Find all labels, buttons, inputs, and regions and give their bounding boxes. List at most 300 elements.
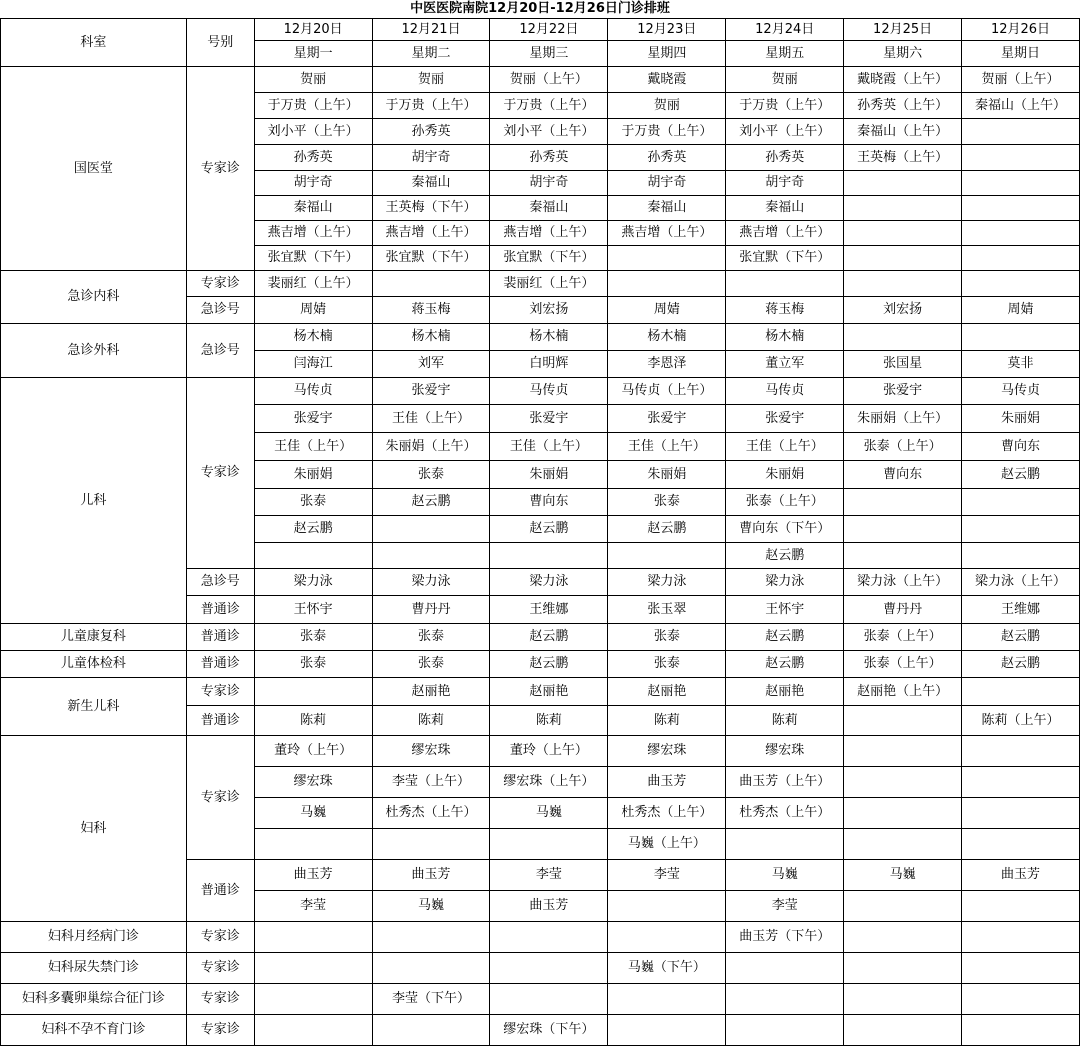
doctor-cell: 刘军 bbox=[372, 351, 490, 378]
doctor-cell: 曹向东 bbox=[962, 433, 1080, 461]
doctor-cell bbox=[844, 246, 962, 271]
doctor-cell: 陈莉 bbox=[490, 706, 608, 736]
doctor-cell: 刘宏扬 bbox=[490, 297, 608, 324]
doctor-cell bbox=[844, 271, 962, 297]
doctor-cell: 马传贞（上午） bbox=[608, 378, 726, 405]
doctor-cell: 胡宇奇 bbox=[372, 145, 490, 171]
doctor-cell: 马传贞 bbox=[726, 378, 844, 405]
doctor-cell: 张宜默（下午） bbox=[372, 246, 490, 271]
doctor-cell: 朱丽娟 bbox=[962, 405, 1080, 433]
doctor-cell bbox=[372, 543, 490, 569]
doctor-cell: 曲玉芳 bbox=[490, 891, 608, 922]
doctor-cell: 孙秀英 bbox=[726, 145, 844, 171]
doctor-cell: 缪宏珠（上午） bbox=[490, 767, 608, 798]
date-header: 12月25日 bbox=[844, 19, 962, 41]
doctor-cell: 杨木楠 bbox=[608, 324, 726, 351]
doctor-cell: 张爱宇 bbox=[608, 405, 726, 433]
doctor-cell: 胡宇奇 bbox=[726, 171, 844, 196]
table-row bbox=[1, 67, 1080, 93]
doctor-cell: 蒋玉梅 bbox=[726, 297, 844, 324]
doctor-cell bbox=[490, 543, 608, 569]
table-row bbox=[1, 1015, 1080, 1046]
doctor-cell: 赵云鹏 bbox=[726, 624, 844, 651]
doctor-cell: 梁力泳 bbox=[490, 569, 608, 596]
doctor-cell: 张泰 bbox=[608, 651, 726, 678]
doctor-cell: 王佳（上午） bbox=[726, 433, 844, 461]
clinic-type: 普通诊 bbox=[186, 860, 254, 922]
doctor-cell: 张泰 bbox=[608, 489, 726, 516]
department-name: 妇科尿失禁门诊 bbox=[1, 953, 187, 984]
doctor-cell: 孙秀英 bbox=[490, 145, 608, 171]
doctor-cell: 张宜默（下午） bbox=[726, 246, 844, 271]
doctor-cell: 于万贵（上午） bbox=[608, 119, 726, 145]
doctor-cell bbox=[844, 829, 962, 860]
doctor-cell: 周婧 bbox=[254, 297, 372, 324]
doctor-cell bbox=[844, 736, 962, 767]
doctor-cell: 刘小平（上午） bbox=[254, 119, 372, 145]
doctor-cell: 缪宏珠 bbox=[726, 736, 844, 767]
doctor-cell bbox=[844, 767, 962, 798]
doctor-cell bbox=[726, 984, 844, 1015]
doctor-cell bbox=[962, 221, 1080, 246]
doctor-cell: 燕吉增（上午） bbox=[254, 221, 372, 246]
doctor-cell: 杨木楠 bbox=[254, 324, 372, 351]
doctor-cell: 梁力泳 bbox=[372, 569, 490, 596]
doctor-cell: 于万贵（上午） bbox=[726, 93, 844, 119]
doctor-cell: 张玉翠 bbox=[608, 596, 726, 624]
clinic-type: 专家诊 bbox=[186, 378, 254, 569]
table-row bbox=[1, 678, 1080, 706]
doctor-cell: 王佳（上午） bbox=[608, 433, 726, 461]
weekday-header: 星期一 bbox=[254, 41, 372, 67]
doctor-cell: 李莹 bbox=[726, 891, 844, 922]
doctor-cell bbox=[844, 516, 962, 543]
doctor-cell bbox=[962, 324, 1080, 351]
table-row bbox=[1, 922, 1080, 953]
doctor-cell: 赵云鹏 bbox=[962, 624, 1080, 651]
doctor-cell: 杨木楠 bbox=[726, 324, 844, 351]
weekday-header: 星期二 bbox=[372, 41, 490, 67]
doctor-cell bbox=[490, 829, 608, 860]
page-title: 中医医院南院12月20日-12月26日门诊排班 bbox=[410, 1, 670, 16]
weekday-header: 星期日 bbox=[962, 41, 1080, 67]
doctor-cell bbox=[962, 271, 1080, 297]
doctor-cell bbox=[372, 922, 490, 953]
department-name: 儿科 bbox=[1, 378, 187, 624]
doctor-cell: 曹向东（下午） bbox=[726, 516, 844, 543]
doctor-cell: 董玲（上午） bbox=[490, 736, 608, 767]
doctor-cell: 马巍（下午） bbox=[608, 953, 726, 984]
doctor-cell bbox=[962, 953, 1080, 984]
doctor-cell bbox=[844, 706, 962, 736]
doctor-cell: 孙秀英 bbox=[608, 145, 726, 171]
doctor-cell: 张泰（上午） bbox=[726, 489, 844, 516]
department-name: 急诊外科 bbox=[1, 324, 187, 378]
doctor-cell: 曹向东 bbox=[844, 461, 962, 489]
doctor-cell: 张泰（上午） bbox=[844, 651, 962, 678]
doctor-cell: 白明辉 bbox=[490, 351, 608, 378]
doctor-cell: 赵丽艳 bbox=[372, 678, 490, 706]
doctor-cell bbox=[608, 984, 726, 1015]
doctor-cell: 李莹 bbox=[608, 860, 726, 891]
doctor-cell: 杜秀杰（上午） bbox=[726, 798, 844, 829]
doctor-cell bbox=[844, 984, 962, 1015]
clinic-type: 专家诊 bbox=[186, 922, 254, 953]
doctor-cell bbox=[372, 953, 490, 984]
doctor-cell: 贺丽 bbox=[726, 67, 844, 93]
clinic-type: 急诊号 bbox=[186, 324, 254, 378]
doctor-cell: 于万贵（上午） bbox=[490, 93, 608, 119]
doctor-cell bbox=[962, 145, 1080, 171]
doctor-cell: 王怀宇 bbox=[254, 596, 372, 624]
doctor-cell: 朱丽娟 bbox=[254, 461, 372, 489]
doctor-cell: 杜秀杰（上午） bbox=[372, 798, 490, 829]
department-name: 妇科月经病门诊 bbox=[1, 922, 187, 953]
doctor-cell: 赵云鹏 bbox=[254, 516, 372, 543]
doctor-cell bbox=[726, 953, 844, 984]
doctor-cell: 张爱宇 bbox=[490, 405, 608, 433]
doctor-cell bbox=[962, 829, 1080, 860]
doctor-cell bbox=[372, 516, 490, 543]
doctor-cell: 燕吉增（上午） bbox=[490, 221, 608, 246]
clinic-type: 专家诊 bbox=[186, 984, 254, 1015]
doctor-cell: 赵丽艳 bbox=[490, 678, 608, 706]
column-header-department: 科室 bbox=[1, 19, 187, 67]
doctor-cell: 裴丽红（上午） bbox=[254, 271, 372, 297]
date-header: 12月24日 bbox=[726, 19, 844, 41]
doctor-cell bbox=[962, 171, 1080, 196]
date-header: 12月20日 bbox=[254, 19, 372, 41]
clinic-type: 普通诊 bbox=[186, 624, 254, 651]
doctor-cell: 朱丽娟 bbox=[608, 461, 726, 489]
doctor-cell: 王佳（上午） bbox=[490, 433, 608, 461]
clinic-type: 普通诊 bbox=[186, 651, 254, 678]
doctor-cell bbox=[608, 1015, 726, 1046]
clinic-type: 专家诊 bbox=[186, 67, 254, 271]
doctor-cell: 朱丽娟 bbox=[490, 461, 608, 489]
doctor-cell bbox=[844, 1015, 962, 1046]
doctor-cell bbox=[726, 271, 844, 297]
doctor-cell bbox=[962, 922, 1080, 953]
doctor-cell: 赵云鹏 bbox=[962, 651, 1080, 678]
doctor-cell: 赵丽艳（上午） bbox=[844, 678, 962, 706]
doctor-cell bbox=[844, 798, 962, 829]
doctor-cell bbox=[962, 678, 1080, 706]
doctor-cell bbox=[844, 953, 962, 984]
doctor-cell: 秦福山（上午） bbox=[962, 93, 1080, 119]
doctor-cell: 王英梅（下午） bbox=[372, 196, 490, 221]
clinic-type: 专家诊 bbox=[186, 271, 254, 297]
doctor-cell: 李莹（下午） bbox=[372, 984, 490, 1015]
doctor-cell: 梁力泳 bbox=[608, 569, 726, 596]
doctor-cell: 杨木楠 bbox=[372, 324, 490, 351]
doctor-cell: 曲玉芳 bbox=[372, 860, 490, 891]
clinic-type: 专家诊 bbox=[186, 736, 254, 860]
doctor-cell: 朱丽娟（上午） bbox=[844, 405, 962, 433]
doctor-cell bbox=[726, 829, 844, 860]
doctor-cell: 胡宇奇 bbox=[490, 171, 608, 196]
doctor-cell bbox=[254, 829, 372, 860]
doctor-cell: 张宜默（下午） bbox=[254, 246, 372, 271]
weekday-header: 星期四 bbox=[608, 41, 726, 67]
doctor-cell: 秦福山 bbox=[254, 196, 372, 221]
doctor-cell bbox=[844, 489, 962, 516]
doctor-cell: 秦福山 bbox=[726, 196, 844, 221]
doctor-cell bbox=[962, 543, 1080, 569]
doctor-cell: 王佳（上午） bbox=[254, 433, 372, 461]
department-name: 妇科多囊卵巢综合征门诊 bbox=[1, 984, 187, 1015]
doctor-cell: 孙秀英 bbox=[372, 119, 490, 145]
department-name: 妇科不孕不育门诊 bbox=[1, 1015, 187, 1046]
department-name: 妇科 bbox=[1, 736, 187, 922]
doctor-cell: 张泰 bbox=[254, 624, 372, 651]
doctor-cell: 赵云鹏 bbox=[490, 516, 608, 543]
doctor-cell: 赵丽艳 bbox=[726, 678, 844, 706]
doctor-cell: 曲玉芳（下午） bbox=[726, 922, 844, 953]
clinic-type: 专家诊 bbox=[186, 953, 254, 984]
doctor-cell: 戴晓霞（上午） bbox=[844, 67, 962, 93]
doctor-cell bbox=[844, 196, 962, 221]
doctor-cell: 杨木楠 bbox=[490, 324, 608, 351]
doctor-cell: 曲玉芳 bbox=[254, 860, 372, 891]
doctor-cell: 曹向东 bbox=[490, 489, 608, 516]
table-row bbox=[1, 624, 1080, 651]
doctor-cell: 贺丽（上午） bbox=[962, 67, 1080, 93]
doctor-cell: 刘小平（上午） bbox=[726, 119, 844, 145]
table-row bbox=[1, 324, 1080, 351]
doctor-cell: 张国星 bbox=[844, 351, 962, 378]
doctor-cell: 王维娜 bbox=[962, 596, 1080, 624]
table-row bbox=[1, 953, 1080, 984]
doctor-cell: 胡宇奇 bbox=[254, 171, 372, 196]
table-row bbox=[1, 984, 1080, 1015]
clinic-type: 普通诊 bbox=[186, 596, 254, 624]
doctor-cell bbox=[844, 891, 962, 922]
doctor-cell: 曲玉芳（上午） bbox=[726, 767, 844, 798]
doctor-cell: 孙秀英（上午） bbox=[844, 93, 962, 119]
doctor-cell bbox=[962, 798, 1080, 829]
doctor-cell: 赵云鹏 bbox=[726, 543, 844, 569]
date-header: 12月22日 bbox=[490, 19, 608, 41]
doctor-cell: 蒋玉梅 bbox=[372, 297, 490, 324]
doctor-cell bbox=[608, 922, 726, 953]
header-row-dates bbox=[1, 19, 1080, 41]
doctor-cell: 贺丽 bbox=[372, 67, 490, 93]
doctor-cell bbox=[844, 324, 962, 351]
doctor-cell: 马巍 bbox=[726, 860, 844, 891]
doctor-cell: 缪宏珠 bbox=[372, 736, 490, 767]
schedule-table bbox=[0, 18, 1080, 1046]
doctor-cell bbox=[844, 543, 962, 569]
doctor-cell: 赵云鹏 bbox=[608, 516, 726, 543]
doctor-cell: 张泰（上午） bbox=[844, 433, 962, 461]
doctor-cell bbox=[254, 678, 372, 706]
doctor-cell bbox=[608, 543, 726, 569]
doctor-cell: 曹丹丹 bbox=[844, 596, 962, 624]
department-name: 儿童体检科 bbox=[1, 651, 187, 678]
doctor-cell bbox=[490, 922, 608, 953]
doctor-cell bbox=[608, 271, 726, 297]
doctor-cell bbox=[962, 891, 1080, 922]
doctor-cell: 燕吉增（上午） bbox=[372, 221, 490, 246]
doctor-cell: 朱丽娟（上午） bbox=[372, 433, 490, 461]
doctor-cell: 张泰 bbox=[372, 461, 490, 489]
doctor-cell: 曲玉芳 bbox=[962, 860, 1080, 891]
doctor-cell: 曹丹丹 bbox=[372, 596, 490, 624]
doctor-cell: 张泰 bbox=[254, 651, 372, 678]
doctor-cell: 李莹 bbox=[254, 891, 372, 922]
weekday-header: 星期五 bbox=[726, 41, 844, 67]
doctor-cell: 李莹（上午） bbox=[372, 767, 490, 798]
doctor-cell: 胡宇奇 bbox=[608, 171, 726, 196]
doctor-cell bbox=[254, 922, 372, 953]
doctor-cell bbox=[844, 171, 962, 196]
doctor-cell bbox=[372, 271, 490, 297]
doctor-cell: 马传贞 bbox=[962, 378, 1080, 405]
doctor-cell bbox=[962, 119, 1080, 145]
doctor-cell bbox=[962, 196, 1080, 221]
doctor-cell: 张泰 bbox=[372, 624, 490, 651]
column-header-type: 号别 bbox=[186, 19, 254, 67]
doctor-cell bbox=[962, 984, 1080, 1015]
doctor-cell: 刘小平（上午） bbox=[490, 119, 608, 145]
doctor-cell: 陈莉 bbox=[726, 706, 844, 736]
doctor-cell: 秦福山 bbox=[608, 196, 726, 221]
department-name: 急诊内科 bbox=[1, 271, 187, 324]
doctor-cell: 张爱宇 bbox=[254, 405, 372, 433]
doctor-cell: 朱丽娟 bbox=[726, 461, 844, 489]
doctor-cell: 缪宏珠（下午） bbox=[490, 1015, 608, 1046]
doctor-cell: 于万贵（上午） bbox=[372, 93, 490, 119]
doctor-cell bbox=[962, 767, 1080, 798]
doctor-cell: 张泰（上午） bbox=[844, 624, 962, 651]
doctor-cell bbox=[372, 829, 490, 860]
doctor-cell: 赵云鹏 bbox=[372, 489, 490, 516]
date-header: 12月21日 bbox=[372, 19, 490, 41]
doctor-cell: 马巍 bbox=[490, 798, 608, 829]
clinic-type: 急诊号 bbox=[186, 569, 254, 596]
doctor-cell: 陈莉 bbox=[608, 706, 726, 736]
doctor-cell: 王英梅（上午） bbox=[844, 145, 962, 171]
doctor-cell: 燕吉增（上午） bbox=[608, 221, 726, 246]
doctor-cell: 秦福山（上午） bbox=[844, 119, 962, 145]
doctor-cell: 曲玉芳 bbox=[608, 767, 726, 798]
doctor-cell: 马传贞 bbox=[490, 378, 608, 405]
doctor-cell: 张泰 bbox=[608, 624, 726, 651]
doctor-cell: 莫非 bbox=[962, 351, 1080, 378]
doctor-cell: 董立军 bbox=[726, 351, 844, 378]
doctor-cell bbox=[490, 984, 608, 1015]
doctor-cell: 王维娜 bbox=[490, 596, 608, 624]
doctor-cell: 秦福山 bbox=[372, 171, 490, 196]
doctor-cell bbox=[962, 736, 1080, 767]
doctor-cell: 周婧 bbox=[608, 297, 726, 324]
doctor-cell: 马巍 bbox=[254, 798, 372, 829]
doctor-cell: 张泰 bbox=[254, 489, 372, 516]
doctor-cell: 孙秀英 bbox=[254, 145, 372, 171]
doctor-cell: 张爱宇 bbox=[372, 378, 490, 405]
doctor-cell: 张宜默（下午） bbox=[490, 246, 608, 271]
doctor-cell: 马巍 bbox=[844, 860, 962, 891]
doctor-cell: 马巍 bbox=[372, 891, 490, 922]
doctor-cell: 赵云鹏 bbox=[490, 651, 608, 678]
doctor-cell bbox=[962, 489, 1080, 516]
doctor-cell: 于万贵（上午） bbox=[254, 93, 372, 119]
table-row bbox=[1, 271, 1080, 297]
clinic-type: 普通诊 bbox=[186, 706, 254, 736]
doctor-cell: 周婧 bbox=[962, 297, 1080, 324]
doctor-cell: 董玲（上午） bbox=[254, 736, 372, 767]
clinic-type: 专家诊 bbox=[186, 1015, 254, 1046]
doctor-cell: 缪宏珠 bbox=[254, 767, 372, 798]
doctor-cell: 闫海江 bbox=[254, 351, 372, 378]
doctor-cell: 李莹 bbox=[490, 860, 608, 891]
doctor-cell: 裴丽红（上午） bbox=[490, 271, 608, 297]
doctor-cell: 赵云鹏 bbox=[490, 624, 608, 651]
doctor-cell bbox=[254, 953, 372, 984]
department-name: 新生儿科 bbox=[1, 678, 187, 736]
doctor-cell: 戴晓霞 bbox=[608, 67, 726, 93]
department-name: 儿童康复科 bbox=[1, 624, 187, 651]
doctor-cell: 贺丽 bbox=[254, 67, 372, 93]
clinic-type: 专家诊 bbox=[186, 678, 254, 706]
doctor-cell: 赵云鹏 bbox=[962, 461, 1080, 489]
doctor-cell: 赵丽艳 bbox=[608, 678, 726, 706]
doctor-cell: 张泰 bbox=[372, 651, 490, 678]
department-name: 国医堂 bbox=[1, 67, 187, 271]
doctor-cell: 陈莉 bbox=[254, 706, 372, 736]
doctor-cell: 王佳（上午） bbox=[372, 405, 490, 433]
doctor-cell: 杜秀杰（上午） bbox=[608, 798, 726, 829]
doctor-cell bbox=[962, 516, 1080, 543]
doctor-cell: 缪宏珠 bbox=[608, 736, 726, 767]
doctor-cell: 梁力泳 bbox=[726, 569, 844, 596]
table-row bbox=[1, 651, 1080, 678]
doctor-cell bbox=[844, 221, 962, 246]
doctor-cell bbox=[254, 1015, 372, 1046]
doctor-cell: 赵云鹏 bbox=[726, 651, 844, 678]
date-header: 12月26日 bbox=[962, 19, 1080, 41]
doctor-cell bbox=[962, 1015, 1080, 1046]
doctor-cell: 马巍（上午） bbox=[608, 829, 726, 860]
doctor-cell bbox=[372, 1015, 490, 1046]
table-row bbox=[1, 736, 1080, 767]
date-header: 12月23日 bbox=[608, 19, 726, 41]
doctor-cell: 张爱宇 bbox=[726, 405, 844, 433]
doctor-cell: 梁力泳（上午） bbox=[962, 569, 1080, 596]
doctor-cell bbox=[254, 984, 372, 1015]
doctor-cell: 陈莉（上午） bbox=[962, 706, 1080, 736]
doctor-cell: 贺丽 bbox=[608, 93, 726, 119]
weekday-header: 星期六 bbox=[844, 41, 962, 67]
doctor-cell bbox=[254, 543, 372, 569]
doctor-cell: 刘宏扬 bbox=[844, 297, 962, 324]
doctor-cell: 贺丽（上午） bbox=[490, 67, 608, 93]
doctor-cell bbox=[962, 246, 1080, 271]
doctor-cell bbox=[844, 922, 962, 953]
doctor-cell: 秦福山 bbox=[490, 196, 608, 221]
doctor-cell: 梁力泳（上午） bbox=[844, 569, 962, 596]
table-row bbox=[1, 378, 1080, 405]
clinic-type: 急诊号 bbox=[186, 297, 254, 324]
doctor-cell: 燕吉增（上午） bbox=[726, 221, 844, 246]
doctor-cell bbox=[726, 1015, 844, 1046]
doctor-cell: 梁力泳 bbox=[254, 569, 372, 596]
doctor-cell: 李恩泽 bbox=[608, 351, 726, 378]
doctor-cell bbox=[608, 891, 726, 922]
weekday-header: 星期三 bbox=[490, 41, 608, 67]
doctor-cell bbox=[490, 953, 608, 984]
